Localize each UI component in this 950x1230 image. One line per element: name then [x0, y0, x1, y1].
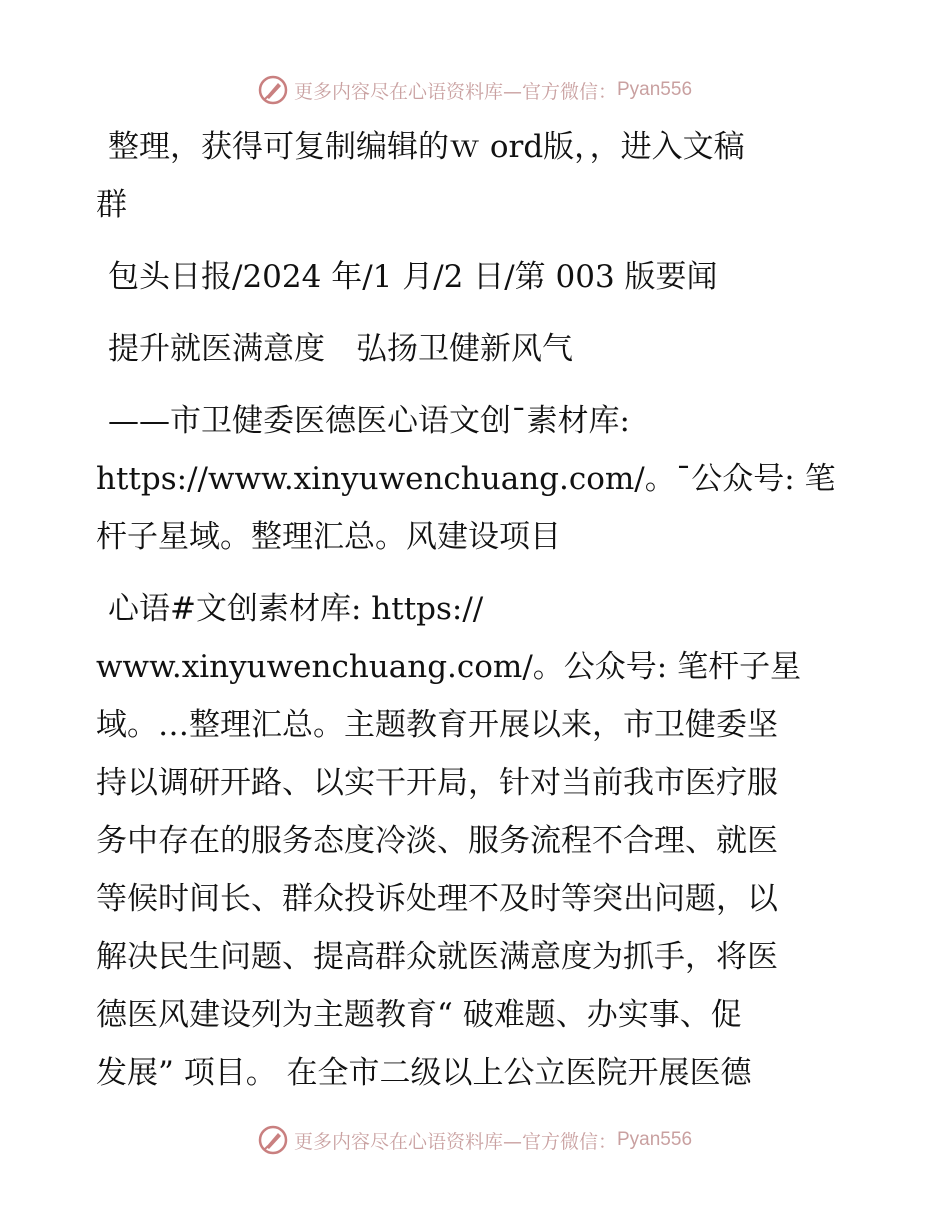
body-line-5: 务中存在的服务态度冷淡、服务流程不合理、就医: [96, 823, 778, 859]
header-watermark-banner: [0, 70, 950, 110]
watermark-text: 更多内容尽在心语资料库—官方微信：: [293, 1130, 617, 1153]
body-line-2: www.xinyuwenchuang.com/。公众号: 笔杆子星: [96, 649, 802, 685]
watermark-wechat-id: Pyan556: [617, 1129, 693, 1150]
watermark-text: 更多内容尽在心语资料库—官方微信：: [293, 80, 617, 103]
quill-pen-logo-icon: [258, 75, 288, 105]
subhead-line-2: https://www.xinyuwenchuang.com/。¯公众号: 笔: [96, 461, 836, 497]
source-line: 包头日报/2024 年/1 月/2 日/第 003 版要闻: [108, 259, 718, 295]
footer-watermark-banner: [0, 1120, 950, 1160]
body-line-7: 解决民生问题、提高群众就医满意度为抓手，将医: [96, 939, 778, 975]
body-line-4: 持以调研开路、以实干开局，针对当前我市医疗服: [96, 765, 778, 801]
watermark-wechat-id: Pyan556: [617, 79, 693, 100]
intro-line-1: 整理，获得可复制编辑的ｗ ord版，，进入文稿: [108, 129, 745, 165]
subhead-line-3: 杆子星域。整理汇总。风建设项目: [96, 519, 561, 555]
body-line-8: 德医风建设列为主题教育“ 破难题、办实事、促: [96, 997, 742, 1033]
quill-pen-logo-icon: [258, 1125, 288, 1155]
headline: 提升就医满意度 弘扬卫健新风气: [108, 331, 573, 367]
body-line-1: 心语#文创素材库: https://: [108, 591, 484, 627]
body-line-6: 等候时间长、群众投诉处理不及时等突出问题，以: [96, 881, 778, 917]
intro-line-2: 群: [96, 187, 127, 223]
subhead-line-1: ——市卫健委医德医心语文创¯素材库:: [108, 403, 630, 439]
document-body: [96, 118, 848, 1102]
body-line-9: 发展” 项目。 在全市二级以上公立医院开展医德: [96, 1055, 752, 1091]
body-line-3: 域。…整理汇总。主题教育开展以来，市卫健委坚: [96, 707, 778, 743]
